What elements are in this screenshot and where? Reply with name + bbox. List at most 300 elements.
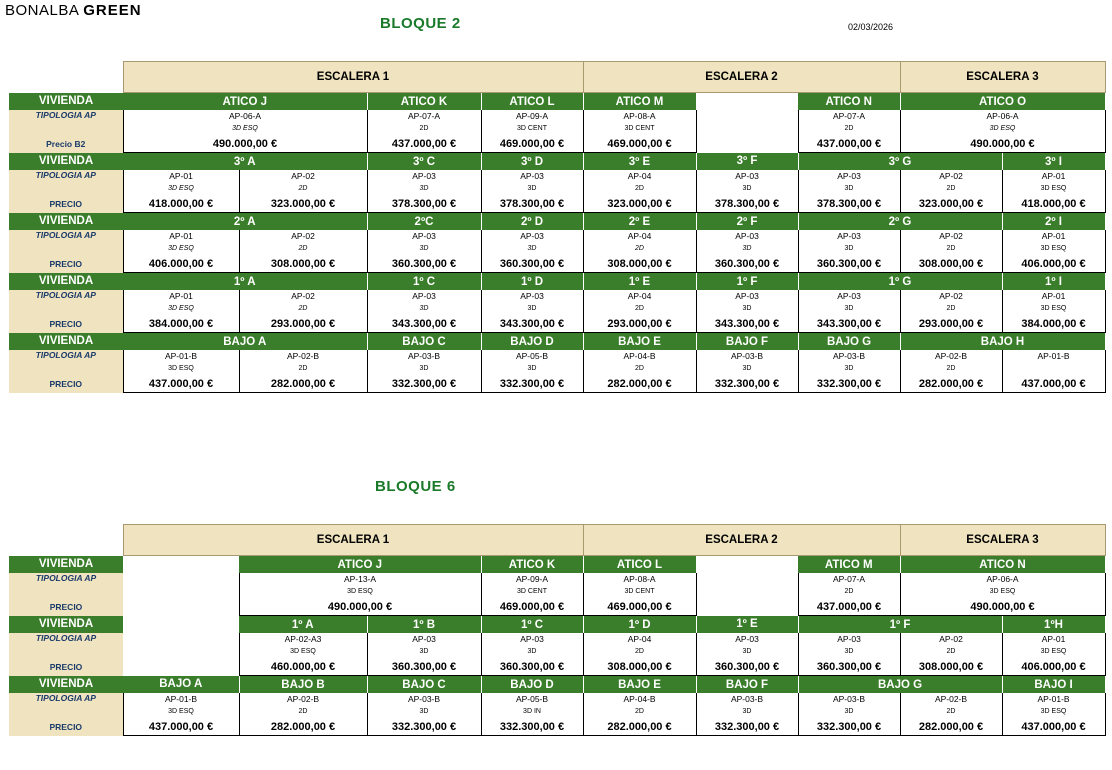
unit-name: 1º A [239, 616, 367, 634]
unit-code: AP-03 [696, 290, 798, 302]
unit-name: 1ºH [1002, 616, 1105, 634]
vivienda-label: VIVIENDA [9, 153, 123, 171]
unit-code: AP-01 [1002, 230, 1105, 242]
unit-type: 3D [696, 242, 798, 255]
unit-price: 437.000,00 € [798, 598, 900, 616]
unit-code: AP-07-A [367, 110, 481, 122]
unit-code: AP-03 [481, 230, 583, 242]
unit-price: 332.300,00 € [367, 375, 481, 393]
unit-price: 418.000,00 € [1002, 195, 1105, 213]
unit-price: 293.000,00 € [900, 315, 1002, 333]
vivienda-label: VIVIENDA [9, 676, 123, 694]
unit-type: 3D ESQ [1002, 182, 1105, 195]
unit-name: 3º F [696, 153, 798, 171]
unit-name: 2º A [123, 213, 367, 231]
unit-name: BAJO G [798, 333, 900, 351]
vivienda-label: VIVIENDA [9, 93, 123, 111]
unit-code: AP-02 [239, 290, 367, 302]
unit-type: 3D ESQ [1002, 705, 1105, 718]
unit-type: 3D ESQ [123, 362, 239, 375]
unit-price: 332.300,00 € [696, 375, 798, 393]
unit-name: ATICO M [583, 93, 696, 111]
unit-price: 282.000,00 € [239, 375, 367, 393]
unit-code: AP-08-A [583, 573, 696, 585]
bloque2-price-table [9, 61, 1106, 393]
unit-code: AP-06-A [123, 110, 367, 122]
unit-name: 2º I [1002, 213, 1105, 231]
unit-name: BAJO F [696, 676, 798, 694]
unit-code: AP-06-A [900, 573, 1105, 585]
unit-name: 1º D [583, 616, 696, 634]
bloque6-title: BLOQUE 6 [375, 478, 456, 495]
unit-name: BAJO E [583, 676, 696, 694]
unit-type: 3D ESQ [1002, 302, 1105, 315]
unit-code: AP-02-B [239, 350, 367, 362]
unit-code: AP-01 [1002, 170, 1105, 182]
unit-code: AP-03 [696, 633, 798, 645]
unit-name: 3º I [1002, 153, 1105, 171]
unit-type: 2D [900, 242, 1002, 255]
unit-price: 360.300,00 € [481, 255, 583, 273]
unit-price: 437.000,00 € [123, 375, 239, 393]
unit-type: 3D [696, 362, 798, 375]
unit-code: AP-02 [900, 170, 1002, 182]
unit-type: 3D [367, 182, 481, 195]
unit-name: 1º A [123, 273, 367, 291]
unit-code: AP-03-B [798, 693, 900, 705]
unit-price: 293.000,00 € [239, 315, 367, 333]
unit-price: 360.300,00 € [367, 255, 481, 273]
unit-code: AP-01-B [123, 350, 239, 362]
unit-price: 308.000,00 € [583, 658, 696, 676]
unit-price: 360.300,00 € [367, 658, 481, 676]
empty-cell [696, 556, 798, 574]
unit-type: 2D [583, 645, 696, 658]
precio-b2-label: Precio B2 [9, 135, 123, 153]
unit-code: AP-07-A [798, 573, 900, 585]
unit-type: 3D CENT [481, 585, 583, 598]
unit-code: AP-02-B [900, 693, 1002, 705]
unit-type: 2D [367, 122, 481, 135]
unit-price: 360.300,00 € [798, 658, 900, 676]
unit-price: 406.000,00 € [123, 255, 239, 273]
unit-code: AP-03 [367, 230, 481, 242]
unit-code: AP-03 [367, 290, 481, 302]
unit-type: 3D [367, 302, 481, 315]
unit-price: 308.000,00 € [900, 658, 1002, 676]
unit-code: AP-04 [583, 230, 696, 242]
unit-code: AP-01 [1002, 633, 1105, 645]
tipologia-label: TIPOLOGIA AP [9, 633, 123, 658]
unit-code: AP-01 [123, 170, 239, 182]
unit-type: 2D [900, 362, 1002, 375]
precio-label: PRECIO [9, 598, 123, 616]
unit-price: 332.300,00 € [696, 718, 798, 736]
unit-price: 308.000,00 € [583, 255, 696, 273]
unit-name: 2º E [583, 213, 696, 231]
unit-type: 2D [583, 242, 696, 255]
unit-name: 1º F [798, 616, 1002, 634]
unit-code: AP-03 [798, 170, 900, 182]
unit-price: 490.000,00 € [239, 598, 481, 616]
unit-type: 3D [798, 705, 900, 718]
unit-type: 3D [696, 182, 798, 195]
empty-cell [123, 585, 239, 598]
unit-price: 323.000,00 € [900, 195, 1002, 213]
unit-price: 437.000,00 € [1002, 375, 1105, 393]
unit-name: 3º C [367, 153, 481, 171]
unit-price: 343.300,00 € [798, 315, 900, 333]
unit-type: 2D [583, 705, 696, 718]
unit-name: ATICO O [900, 93, 1105, 111]
unit-price: 378.300,00 € [696, 195, 798, 213]
unit-type: 3D ESQ [123, 122, 367, 135]
unit-code: AP-03 [696, 230, 798, 242]
unit-price: 384.000,00 € [123, 315, 239, 333]
unit-code: AP-03 [798, 230, 900, 242]
unit-price: 437.000,00 € [367, 135, 481, 153]
unit-type: 3D [481, 362, 583, 375]
tipologia-label: TIPOLOGIA AP [9, 170, 123, 195]
unit-name: ATICO L [583, 556, 696, 574]
unit-name: ATICO K [367, 93, 481, 111]
unit-type: 2D [239, 705, 367, 718]
unit-code: AP-13-A [239, 573, 481, 585]
unit-price: 332.300,00 € [798, 718, 900, 736]
unit-code: AP-03 [367, 633, 481, 645]
unit-price: 323.000,00 € [239, 195, 367, 213]
unit-type: 2D [900, 182, 1002, 195]
corner-cell [9, 62, 123, 93]
unit-type: 3D CENT [583, 585, 696, 598]
unit-name: ATICO N [798, 93, 900, 111]
unit-name: 1º F [696, 273, 798, 291]
unit-code: AP-01 [123, 290, 239, 302]
unit-type: 2D [239, 302, 367, 315]
unit-name: BAJO C [367, 333, 481, 351]
tipologia-label: TIPOLOGIA AP [9, 290, 123, 315]
unit-name: 1º C [367, 273, 481, 291]
unit-price: 437.000,00 € [1002, 718, 1105, 736]
empty-cell [123, 573, 239, 585]
escalera-3-header: ESCALERA 3 [900, 62, 1105, 93]
unit-name: 1º G [798, 273, 1002, 291]
unit-price: 282.000,00 € [583, 718, 696, 736]
unit-name: BAJO B [239, 676, 367, 694]
unit-price: 469.000,00 € [583, 598, 696, 616]
precio-label: PRECIO [9, 658, 123, 676]
unit-price: 308.000,00 € [900, 255, 1002, 273]
escalera-2-header: ESCALERA 2 [583, 62, 900, 93]
empty-cell [123, 598, 239, 616]
unit-code: AP-03 [696, 170, 798, 182]
unit-name: 2ºC [367, 213, 481, 231]
empty-cell [696, 598, 798, 616]
unit-name: 3º A [123, 153, 367, 171]
unit-price: 332.300,00 € [481, 375, 583, 393]
unit-code: AP-01-B [1002, 350, 1105, 362]
escalera-1-header: ESCALERA 1 [123, 62, 583, 93]
unit-type: 2D [239, 182, 367, 195]
unit-price: 437.000,00 € [123, 718, 239, 736]
unit-name: ATICO J [123, 93, 367, 111]
escalera-1-header: ESCALERA 1 [123, 525, 583, 556]
unit-price: 293.000,00 € [583, 315, 696, 333]
unit-type: 3D [798, 362, 900, 375]
unit-price: 332.300,00 € [798, 375, 900, 393]
unit-name: BAJO A [123, 676, 239, 694]
unit-name: BAJO I [1002, 676, 1105, 694]
unit-name: 1º C [481, 616, 583, 634]
unit-code: AP-03-B [367, 693, 481, 705]
unit-name: ATICO J [239, 556, 481, 574]
unit-name: BAJO A [123, 333, 367, 351]
unit-price: 437.000,00 € [798, 135, 900, 153]
unit-type: 3D [798, 645, 900, 658]
unit-name: 3º D [481, 153, 583, 171]
unit-code: AP-04 [583, 170, 696, 182]
unit-type: 3D ESQ [123, 242, 239, 255]
precio-label: PRECIO [9, 255, 123, 273]
unit-type: 2D [900, 705, 1002, 718]
unit-code: AP-03-B [798, 350, 900, 362]
unit-type: 3D [481, 645, 583, 658]
logo-text-light: BONALBA [5, 2, 79, 19]
precio-label: PRECIO [9, 315, 123, 333]
unit-name: 2º G [798, 213, 1002, 231]
unit-price: 490.000,00 € [900, 135, 1105, 153]
unit-code: AP-01-B [123, 693, 239, 705]
unit-type: 3D ESQ [1002, 242, 1105, 255]
vivienda-label: VIVIENDA [9, 616, 123, 634]
empty-cell [123, 645, 239, 658]
unit-type: 3D ESQ [900, 585, 1105, 598]
unit-type: 3D [696, 645, 798, 658]
unit-type: 3D [367, 362, 481, 375]
bloque6-price-table [9, 524, 1106, 736]
unit-type: 3D ESQ [123, 182, 239, 195]
unit-code: AP-03 [481, 290, 583, 302]
tipologia-label: TIPOLOGIA AP [9, 110, 123, 135]
unit-type: 3D ESQ [123, 302, 239, 315]
unit-type: 2D [900, 302, 1002, 315]
unit-code: AP-02 [900, 230, 1002, 242]
unit-name: ATICO N [900, 556, 1105, 574]
unit-type: 3D [481, 302, 583, 315]
unit-name: BAJO D [481, 676, 583, 694]
unit-code: AP-04 [583, 633, 696, 645]
unit-type: 3D [367, 645, 481, 658]
unit-type: 3D ESQ [239, 585, 481, 598]
unit-type: 2D [798, 585, 900, 598]
unit-code: AP-03 [367, 170, 481, 182]
unit-code: AP-02-B [239, 693, 367, 705]
unit-code: AP-03-B [696, 693, 798, 705]
unit-code: AP-02 [239, 170, 367, 182]
unit-code: AP-01 [1002, 290, 1105, 302]
unit-type: 2D [798, 122, 900, 135]
empty-cell [123, 556, 239, 574]
unit-type: 3D ESQ [239, 645, 367, 658]
unit-price: 360.300,00 € [798, 255, 900, 273]
empty-cell [696, 135, 798, 153]
unit-name: 1º E [696, 616, 798, 634]
unit-price: 332.300,00 € [481, 718, 583, 736]
unit-name: ATICO M [798, 556, 900, 574]
unit-price: 332.300,00 € [367, 718, 481, 736]
unit-code: AP-02 [900, 290, 1002, 302]
unit-type: 2D [900, 645, 1002, 658]
corner-cell [9, 525, 123, 556]
unit-type: 3D [798, 242, 900, 255]
unit-price: 460.000,00 € [239, 658, 367, 676]
unit-type: 3D [481, 182, 583, 195]
unit-name: BAJO G [798, 676, 1002, 694]
unit-price: 282.000,00 € [583, 375, 696, 393]
unit-name: BAJO E [583, 333, 696, 351]
empty-cell [696, 93, 798, 111]
unit-name: 3º G [798, 153, 1002, 171]
unit-price: 378.300,00 € [367, 195, 481, 213]
brand-logo [5, 2, 142, 19]
unit-name: 1º E [583, 273, 696, 291]
escalera-3-header: ESCALERA 3 [900, 525, 1105, 556]
unit-type: 3D [481, 242, 583, 255]
unit-price: 406.000,00 € [1002, 255, 1105, 273]
empty-cell [123, 616, 239, 634]
unit-type: 3D [367, 705, 481, 718]
unit-name: BAJO C [367, 676, 481, 694]
unit-name: BAJO D [481, 333, 583, 351]
tipologia-label: TIPOLOGIA AP [9, 573, 123, 598]
unit-price: 360.300,00 € [696, 658, 798, 676]
vivienda-label: VIVIENDA [9, 333, 123, 351]
unit-name: ATICO L [481, 93, 583, 111]
unit-type: 3D [798, 302, 900, 315]
unit-type: 3D [696, 705, 798, 718]
unit-code: AP-01-B [1002, 693, 1105, 705]
unit-price: 282.000,00 € [900, 718, 1002, 736]
unit-code: AP-07-A [798, 110, 900, 122]
unit-price: 469.000,00 € [481, 135, 583, 153]
unit-code: AP-05-B [481, 693, 583, 705]
empty-cell [696, 573, 798, 585]
tipologia-label: TIPOLOGIA AP [9, 693, 123, 718]
unit-code: AP-04-B [583, 350, 696, 362]
empty-cell [696, 585, 798, 598]
unit-name: 3º E [583, 153, 696, 171]
empty-cell [123, 658, 239, 676]
unit-type: 2D [239, 242, 367, 255]
unit-code: AP-02 [239, 230, 367, 242]
unit-code: AP-08-A [583, 110, 696, 122]
unit-code: AP-09-A [481, 110, 583, 122]
precio-label: PRECIO [9, 718, 123, 736]
unit-type: 3D [696, 302, 798, 315]
unit-code: AP-02-A3 [239, 633, 367, 645]
unit-type: 2D [583, 362, 696, 375]
vivienda-label: VIVIENDA [9, 556, 123, 574]
unit-code: AP-05-B [481, 350, 583, 362]
tipologia-label: TIPOLOGIA AP [9, 230, 123, 255]
unit-code: AP-04 [583, 290, 696, 302]
unit-price: 343.300,00 € [367, 315, 481, 333]
unit-name: 1º B [367, 616, 481, 634]
precio-label: PRECIO [9, 195, 123, 213]
unit-price: 308.000,00 € [239, 255, 367, 273]
unit-code: AP-02 [900, 633, 1002, 645]
unit-code: AP-04-B [583, 693, 696, 705]
unit-type: 3D [367, 242, 481, 255]
unit-code: AP-06-A [900, 110, 1105, 122]
empty-cell [696, 122, 798, 135]
unit-price: 490.000,00 € [123, 135, 367, 153]
unit-type: 3D ESQ [1002, 645, 1105, 658]
unit-type: 3D [798, 182, 900, 195]
bloque2-title: BLOQUE 2 [380, 15, 461, 32]
vivienda-label: VIVIENDA [9, 213, 123, 231]
unit-type: 2D [239, 362, 367, 375]
unit-price: 378.300,00 € [798, 195, 900, 213]
escalera-2-header: ESCALERA 2 [583, 525, 900, 556]
unit-code: AP-03 [481, 170, 583, 182]
unit-code: AP-03-B [367, 350, 481, 362]
unit-code: AP-02-B [900, 350, 1002, 362]
unit-price: 418.000,00 € [123, 195, 239, 213]
unit-name: 1º I [1002, 273, 1105, 291]
unit-price: 282.000,00 € [900, 375, 1002, 393]
unit-name: 2º F [696, 213, 798, 231]
unit-type: 3D ESQ [123, 705, 239, 718]
empty-cell [696, 110, 798, 122]
unit-type: 3D ESQ [900, 122, 1105, 135]
unit-price: 378.300,00 € [481, 195, 583, 213]
unit-price: 406.000,00 € [1002, 658, 1105, 676]
unit-name: 1º D [481, 273, 583, 291]
unit-type: 3D CENT [583, 122, 696, 135]
unit-price: 360.300,00 € [696, 255, 798, 273]
logo-text-bold: GREEN [83, 2, 142, 19]
unit-name: ATICO K [481, 556, 583, 574]
unit-price: 384.000,00 € [1002, 315, 1105, 333]
unit-code: AP-09-A [481, 573, 583, 585]
unit-name: 2º D [481, 213, 583, 231]
unit-price: 360.300,00 € [481, 658, 583, 676]
unit-price: 323.000,00 € [583, 195, 696, 213]
tipologia-label: TIPOLOGIA AP [9, 350, 123, 375]
unit-type: 2D [583, 182, 696, 195]
unit-name: BAJO H [900, 333, 1105, 351]
precio-label: PRECIO [9, 375, 123, 393]
unit-price: 469.000,00 € [481, 598, 583, 616]
unit-name: BAJO F [696, 333, 798, 351]
unit-type [1002, 362, 1105, 375]
unit-code: AP-03-B [696, 350, 798, 362]
document-date: 02/03/2026 [848, 22, 894, 32]
vivienda-label: VIVIENDA [9, 273, 123, 291]
unit-type: 3D CENT [481, 122, 583, 135]
unit-price: 343.300,00 € [481, 315, 583, 333]
unit-price: 343.300,00 € [696, 315, 798, 333]
unit-code: AP-01 [123, 230, 239, 242]
unit-price: 282.000,00 € [239, 718, 367, 736]
unit-code: AP-03 [798, 290, 900, 302]
unit-code: AP-03 [798, 633, 900, 645]
unit-price: 490.000,00 € [900, 598, 1105, 616]
unit-type: 2D [583, 302, 696, 315]
unit-price: 469.000,00 € [583, 135, 696, 153]
unit-code: AP-03 [481, 633, 583, 645]
